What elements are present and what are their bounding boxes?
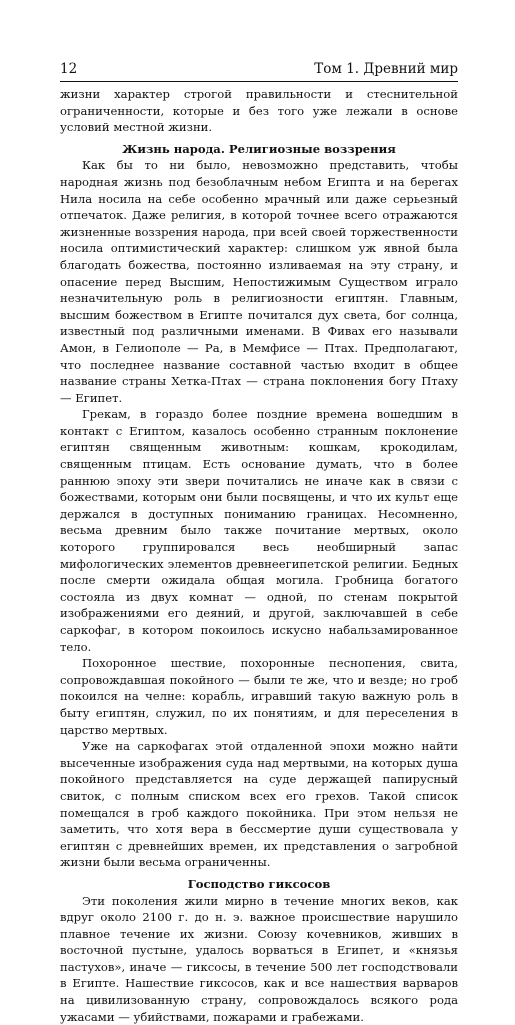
page-header (60, 58, 458, 80)
paragraph: Грекам, в гораздо более поздние времена вошедшим в контакт с Египтом, казалось особенно странным поклонение египтян священным животным: кошкам, крокодилам, священным птицам. Есть основание думать, что в более раннюю эпоху эти звери почитались не иначе как в связи с божествами, которым они были посвящены, и что их культ еще держался в доступных пониманию границах. Несомненно, весьма древним было также почитание мертвых, около которого группировался весь необширный запас мифологических элементов древнеегипетской религии. Бедных после смерти ожидала общая могила. Гробница богатого состояла из двух комнат — одной, по стенам покрытой изображениями его деяний, и другой, заключавшей в себе саркофаг, в котором покоилось искусно набальзамированное тело. (60, 406, 458, 655)
running-title: Том 1. Древний мир (314, 58, 458, 80)
section-heading-religion: Жизнь народа. Религиозные воззрения (60, 141, 458, 158)
paragraph: Как бы то ни было, невозможно представить, чтобы народная жизнь под безоблачным небом Египта и на берегах Нила носила на себе особенно мрачный или даже серьезный отпечаток. Даже религия, в которой точнее всего отражаются жизненные воззрения народа, при всей своей торжественности носила оптимистический характер: слишком уж явной была благодать божества, постоянно изливаемая на эту страну, и опасение перед Высшим, Непостижимым Существом играло незначительную роль в религиозности египтян. Главным, высшим божеством в Египте почитался дух света, бог солнца, известный под различными именами. В Фивах его называли Амон, в Гелиополе — Ра, в Мемфисе — Птах. Предполагают, что последнее название составной частью входит в общее название страны Хетка-Птах — страна поклонения богу Птаху — Египет. (60, 157, 458, 406)
paragraph: Уже на саркофагах этой отдаленной эпохи можно найти высеченные изображения суда над мертвыми, на которых душа покойного представляется на суде держащей папирусный свиток, с полным списком всех его грехов. Такой список помещался в гроб каждого покойника. При этом нельзя не заметить, что хотя вера в бессмертие души существовала у египтян с древнейших времен, их представления о загробной жизни были весьма ограниченны. (60, 738, 458, 871)
page-body (60, 86, 458, 1025)
paragraph: Похоронное шествие, похоронные песнопения, свита, сопровождавшая покойного — были те же, что и везде; но гроб покоился на челне: корабль, игравший такую важную роль в быту египтян, служил, по их понятиям, и для переселения в царство мертвых. (60, 655, 458, 738)
paragraph-continued: жизни характер строгой правильности и стеснительной ограниченности, которые и без того уже лежали в основе условий местной жизни. (60, 86, 458, 136)
section-heading-hyksos: Господство гиксосов (60, 876, 458, 893)
page-number: 12 (60, 58, 77, 80)
paragraph: Эти поколения жили мирно в течение многих веков, как вдруг около 2100 г. до н. э. важное происшествие нарушило плавное течение их жизни. Союзу кочевников, живших в восточной пустыне, удалось ворваться в Египет, и «князья пастухов», иначе — гиксосы, в течение 500 лет господствовали в Египте. Нашествие гиксосов, как и все нашествия варваров на цивилизованную страну, сопровождалось всякого рода ужасами — убийствами, пожарами и грабежами. (60, 893, 458, 1025)
header-rule (60, 81, 458, 82)
